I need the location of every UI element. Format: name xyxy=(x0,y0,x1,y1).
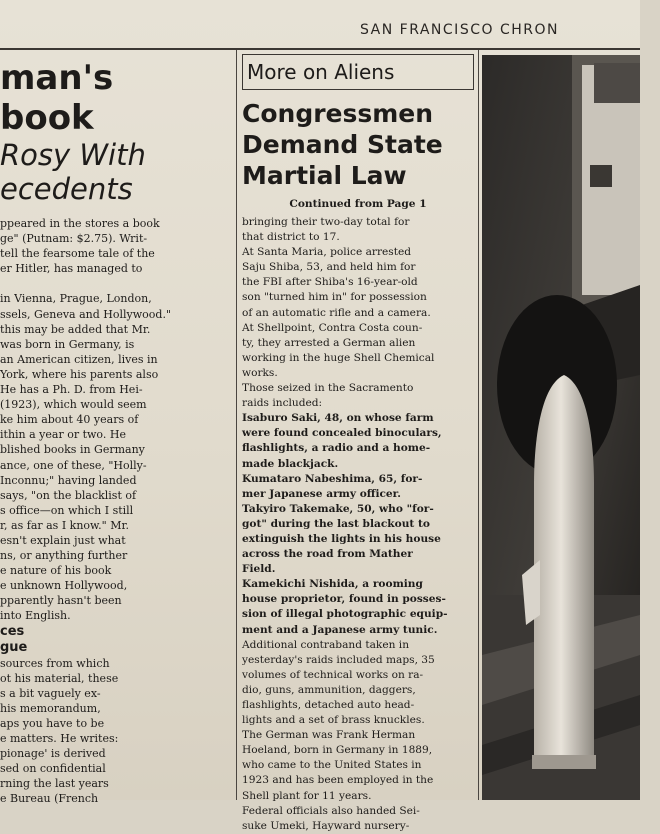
middle-column xyxy=(242,50,474,832)
body-line: Federal officials also handed Sei- xyxy=(242,804,420,817)
body-line: dio, guns, ammunition, daggers, xyxy=(242,683,416,696)
section-heading-line: ces xyxy=(0,623,25,639)
body-line: Isaburo Saki, 48, on whose farm xyxy=(242,412,434,425)
left-body-text xyxy=(0,216,232,624)
body-line: esn't explain just what xyxy=(0,533,126,547)
body-line: bringing their two-day total for xyxy=(242,216,410,228)
body-line: yesterday's raids included maps, 35 xyxy=(242,653,435,666)
body-line: his memorandum, xyxy=(0,701,101,715)
body-line: raids included: xyxy=(242,397,323,410)
body-line: Those seized in the Sacramento xyxy=(242,382,414,395)
body-line: Kamekichi Nishida, a rooming xyxy=(242,578,423,591)
body-line: an American citizen, lives in xyxy=(0,352,158,366)
body-line: across the road from Mather xyxy=(242,548,413,561)
body-line: got" during the last blackout to xyxy=(242,517,430,530)
left-subheadline xyxy=(0,138,232,206)
body-line: the FBI after Shiba's 16-year-old xyxy=(242,276,418,289)
body-line: aps you have to be xyxy=(0,716,105,730)
column-rule-left xyxy=(236,50,237,800)
body-line: The German was Frank Herman xyxy=(242,729,416,742)
body-line: Hoeland, born in Germany in 1889, xyxy=(242,744,433,757)
photo-image xyxy=(482,55,640,800)
body-line: Additional contraband taken in xyxy=(242,638,410,651)
body-line xyxy=(0,276,232,291)
body-line: mer Japanese army officer. xyxy=(242,487,401,500)
body-line: who came to the United States in xyxy=(242,759,422,772)
body-line: Field. xyxy=(242,563,276,576)
body-line: s a bit vaguely ex- xyxy=(0,686,101,700)
body-line: e nature of his book xyxy=(0,564,112,578)
body-line: were found concealed binoculars, xyxy=(242,427,442,440)
body-line: s office—on which I still xyxy=(0,503,134,517)
headline-line: Congressmen xyxy=(242,99,434,128)
subheadline-line: ecedents xyxy=(0,172,133,206)
body-line: ance, one of these, "Holly- xyxy=(0,458,147,472)
body-line: ns, or anything further xyxy=(0,549,128,563)
body-line: e Bureau (French xyxy=(0,792,99,806)
body-line: volumes of technical works on ra- xyxy=(242,668,424,681)
body-line: ppeared in the stores a book xyxy=(0,217,160,230)
article-body xyxy=(242,215,474,834)
body-line: r, as far as I know." Mr. xyxy=(0,518,130,532)
body-line: Kumataro Nabeshima, 65, for- xyxy=(242,472,423,485)
body-line: that district to 17. xyxy=(242,231,340,244)
body-line: (1923), which would seem xyxy=(0,398,147,412)
body-line: At Shellpoint, Contra Costa coun- xyxy=(242,321,423,334)
body-line: Inconnu;" having landed xyxy=(0,473,137,487)
body-line: ty, they arrested a German alien xyxy=(242,336,416,349)
body-line: this may be added that Mr. xyxy=(0,322,151,336)
body-line: works. xyxy=(242,366,278,379)
body-line: flashlights, detached auto head- xyxy=(242,699,415,711)
continued-from-label: Continued from Page 1 xyxy=(289,198,427,210)
body-line: Saju Shiba, 53, and held him for xyxy=(242,261,416,274)
body-line: pparently hasn't been xyxy=(0,594,122,608)
article-headline xyxy=(242,98,474,191)
body-line: sed on confidential xyxy=(0,762,106,776)
body-line: Shell plant for 11 years. xyxy=(242,789,372,802)
body-line: flashlights, a radio and a home- xyxy=(242,442,431,455)
body-line: of an automatic rifle and a camera. xyxy=(242,306,431,319)
body-line: sion of illegal photographic equip- xyxy=(242,608,448,621)
left-headline xyxy=(0,58,232,138)
body-line: in Vienna, Prague, London, xyxy=(0,292,152,306)
body-line: ke him about 40 years of xyxy=(0,413,139,427)
headline-line: book xyxy=(0,98,94,138)
body-line: house proprietor, found in posses- xyxy=(242,593,446,606)
body-line: ssels, Geneva and Hollywood." xyxy=(0,307,172,321)
body-line: ot his material, these xyxy=(0,671,119,685)
column-rule-right xyxy=(478,50,479,800)
body-line: extinguish the lights in his house xyxy=(242,532,441,545)
body-line: son "turned him in" for possession xyxy=(242,291,427,304)
body-line: says, "on the blacklist of xyxy=(0,488,137,502)
left-body-text-2 xyxy=(0,656,232,807)
body-line: rning the last years xyxy=(0,777,109,791)
body-line: York, where his parents also xyxy=(0,367,159,381)
headline-line: Demand State xyxy=(242,130,443,159)
body-line: tell the fearsome tale of the xyxy=(0,247,155,261)
headline-line: Martial Law xyxy=(242,161,407,190)
body-line: ment and a Japanese army tunic. xyxy=(242,623,438,636)
masthead: SAN FRANCISCO CHRON xyxy=(360,22,559,38)
body-line: ge" (Putnam: $2.75). Writ- xyxy=(0,232,148,246)
body-line: e unknown Hollywood, xyxy=(0,579,128,593)
body-line: er Hitler, has managed to xyxy=(0,262,143,276)
body-line: working in the huge Shell Chemical xyxy=(242,351,435,364)
body-line: At Santa Maria, police arrested xyxy=(242,246,412,259)
news-photo xyxy=(482,55,640,800)
body-line: blished books in Germany xyxy=(0,443,145,457)
section-heading-line: gue xyxy=(0,639,28,655)
body-line: lights and a set of brass knuckles. xyxy=(242,714,425,727)
body-line: ithin a year or two. He xyxy=(0,428,126,442)
body-line: 1923 and has been employed in the xyxy=(242,774,434,787)
body-line: He has a Ph. D. from Hei- xyxy=(0,383,143,397)
body-line: sources from which xyxy=(0,656,110,670)
body-line: into English. xyxy=(0,609,71,623)
body-line: made blackjack. xyxy=(242,457,339,470)
left-column xyxy=(0,58,232,806)
body-line: was born in Germany, is xyxy=(0,337,135,351)
body-line: pionage' is derived xyxy=(0,747,106,761)
kicker-label: More on Aliens xyxy=(242,54,474,90)
body-line: Takyiro Takemake, 50, who "for- xyxy=(242,502,434,515)
left-section-heading xyxy=(0,624,232,656)
body-line: suke Umeki, Hayward nursery- xyxy=(242,819,410,832)
headline-line: man's xyxy=(0,58,114,98)
body-line: e matters. He writes: xyxy=(0,732,119,745)
subheadline-line: Rosy With xyxy=(0,138,146,172)
